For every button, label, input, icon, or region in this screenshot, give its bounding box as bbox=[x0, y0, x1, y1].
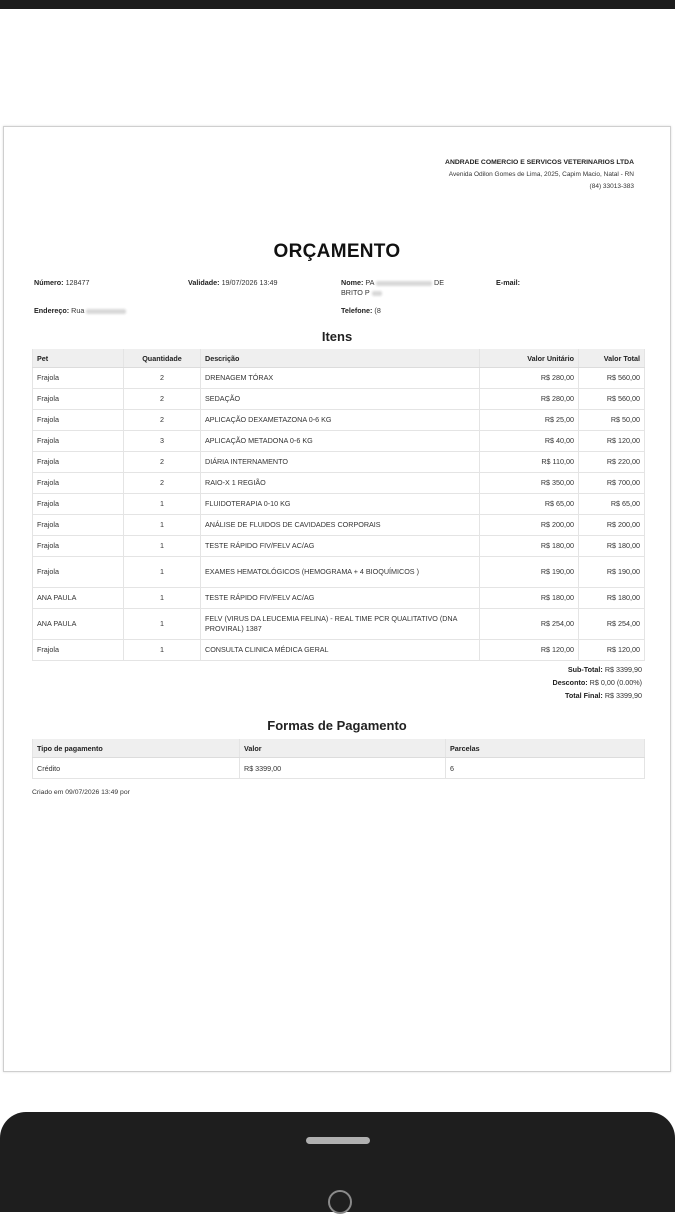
payment-row bbox=[33, 758, 645, 779]
cell-unit: R$ 190,00 bbox=[480, 557, 579, 588]
cell-unit: R$ 120,00 bbox=[480, 640, 579, 661]
col-descricao: Descrição bbox=[201, 349, 480, 368]
cell-total: R$ 560,00 bbox=[579, 389, 645, 410]
home-indicator-icon bbox=[328, 1190, 352, 1214]
redacted-address bbox=[86, 309, 126, 314]
cell-pet: Frajola bbox=[33, 368, 124, 389]
cell-qty: 1 bbox=[124, 557, 201, 588]
table-row bbox=[33, 389, 645, 410]
col-valor-total: Valor Total bbox=[579, 349, 645, 368]
validade-value: 19/07/2026 13:49 bbox=[221, 278, 278, 287]
cell-desc: DRENAGEM TÓRAX bbox=[201, 368, 480, 389]
cell-qty: 1 bbox=[124, 640, 201, 661]
cell-qty: 2 bbox=[124, 389, 201, 410]
cell-pet: Frajola bbox=[33, 536, 124, 557]
cell-qty: 3 bbox=[124, 431, 201, 452]
redacted-name bbox=[376, 281, 432, 286]
table-row bbox=[33, 536, 645, 557]
items-table bbox=[32, 349, 645, 661]
table-row bbox=[33, 557, 645, 588]
document-title: ORÇAMENTO bbox=[273, 241, 401, 262]
cell-desc: APLICAÇÃO DEXAMETAZONA 0-6 KG bbox=[201, 410, 480, 431]
cell-total: R$ 120,00 bbox=[579, 640, 645, 661]
col-quantidade: Quantidade bbox=[124, 349, 201, 368]
subtotal-line bbox=[553, 663, 643, 676]
company-phone: (84) 33013-383 bbox=[589, 183, 634, 190]
cell-desc: RAIO-X 1 REGIÃO bbox=[201, 473, 480, 494]
drag-handle[interactable] bbox=[306, 1137, 370, 1144]
telefone-label: Telefone: bbox=[341, 306, 373, 315]
cell-unit: R$ 280,00 bbox=[480, 368, 579, 389]
desconto-label: Desconto: bbox=[552, 678, 588, 687]
table-row bbox=[33, 431, 645, 452]
desconto-line bbox=[553, 676, 643, 689]
cell-desc: CONSULTA CLINICA MÉDICA GERAL bbox=[201, 640, 480, 661]
meta-numero bbox=[34, 278, 90, 288]
cell-pet: Frajola bbox=[33, 452, 124, 473]
nome-value-suffix: DE bbox=[434, 278, 445, 287]
cell-total: R$ 220,00 bbox=[579, 452, 645, 473]
col-tipo-pagamento: Tipo de pagamento bbox=[33, 739, 240, 758]
payment-tipo: Crédito bbox=[33, 758, 240, 779]
table-row bbox=[33, 410, 645, 431]
cell-qty: 1 bbox=[124, 494, 201, 515]
payment-valor: R$ 3399,00 bbox=[240, 758, 446, 779]
table-row bbox=[33, 368, 645, 389]
total-final-value: R$ 3399,90 bbox=[604, 691, 642, 700]
col-valor-unitario: Valor Unitário bbox=[480, 349, 579, 368]
payment-parcelas: 6 bbox=[446, 758, 645, 779]
nome-label: Nome: bbox=[341, 278, 364, 287]
cell-unit: R$ 350,00 bbox=[480, 473, 579, 494]
cell-total: R$ 180,00 bbox=[579, 588, 645, 609]
cell-desc: SEDAÇÃO bbox=[201, 389, 480, 410]
cell-unit: R$ 280,00 bbox=[480, 389, 579, 410]
cell-qty: 1 bbox=[124, 609, 201, 640]
cell-pet: Frajola bbox=[33, 431, 124, 452]
cell-pet: ANA PAULA bbox=[33, 588, 124, 609]
cell-qty: 2 bbox=[124, 368, 201, 389]
col-parcelas: Parcelas bbox=[446, 739, 645, 758]
table-row bbox=[33, 452, 645, 473]
cell-total: R$ 190,00 bbox=[579, 557, 645, 588]
email-label: E-mail: bbox=[496, 278, 520, 287]
cell-desc: EXAMES HEMATOLÓGICOS (HEMOGRAMA + 4 BIOQUÍMICOS ) bbox=[201, 557, 480, 588]
document-page bbox=[3, 126, 671, 1072]
cell-pet: ANA PAULA bbox=[33, 609, 124, 640]
cell-unit: R$ 254,00 bbox=[480, 609, 579, 640]
table-row bbox=[33, 515, 645, 536]
payment-header-row bbox=[33, 739, 645, 758]
company-header bbox=[445, 157, 634, 193]
cell-pet: Frajola bbox=[33, 410, 124, 431]
cell-unit: R$ 110,00 bbox=[480, 452, 579, 473]
cell-pet: Frajola bbox=[33, 494, 124, 515]
subtotal-value: R$ 3399,90 bbox=[604, 665, 642, 674]
cell-desc: TESTE RÁPIDO FIV/FELV AC/AG bbox=[201, 588, 480, 609]
table-row bbox=[33, 640, 645, 661]
payment-section-title: Formas de Pagamento bbox=[267, 718, 407, 733]
cell-qty: 1 bbox=[124, 536, 201, 557]
cell-unit: R$ 200,00 bbox=[480, 515, 579, 536]
telefone-value: (8 bbox=[374, 306, 381, 315]
totals-block bbox=[553, 663, 643, 702]
cell-desc: FELV (VIRUS DA LEUCEMIA FELINA) - REAL TIME PCR QUALITATIVO (DNA PROVIRAL) 1387 bbox=[201, 609, 480, 640]
items-header-row bbox=[33, 349, 645, 368]
status-bar bbox=[0, 0, 675, 9]
cell-qty: 1 bbox=[124, 515, 201, 536]
items-body bbox=[33, 368, 645, 661]
redacted-name-2 bbox=[372, 291, 382, 296]
company-address: Avenida Odilon Gomes de Lima, 2025, Capim Macio, Natal - RN bbox=[448, 171, 634, 178]
meta-validade bbox=[188, 278, 278, 288]
cell-total: R$ 180,00 bbox=[579, 536, 645, 557]
meta-nome bbox=[341, 278, 481, 298]
cell-desc: FLUIDOTERAPIA 0-10 KG bbox=[201, 494, 480, 515]
cell-unit: R$ 180,00 bbox=[480, 536, 579, 557]
cell-total: R$ 200,00 bbox=[579, 515, 645, 536]
cell-desc: TESTE RÁPIDO FIV/FELV AC/AG bbox=[201, 536, 480, 557]
table-row bbox=[33, 588, 645, 609]
cell-desc: DIÁRIA INTERNAMENTO bbox=[201, 452, 480, 473]
nome-value: PA bbox=[365, 278, 375, 287]
cell-pet: Frajola bbox=[33, 473, 124, 494]
endereco-label: Endereço: bbox=[34, 306, 70, 315]
cell-total: R$ 560,00 bbox=[579, 368, 645, 389]
desconto-value: R$ 0,00 (0.00%) bbox=[589, 678, 642, 687]
numero-value: 128477 bbox=[65, 278, 90, 287]
cell-total: R$ 700,00 bbox=[579, 473, 645, 494]
col-valor: Valor bbox=[240, 739, 446, 758]
table-row bbox=[33, 494, 645, 515]
validade-label: Validade: bbox=[188, 278, 220, 287]
cell-desc: APLICAÇÃO METADONA 0-6 KG bbox=[201, 431, 480, 452]
cell-unit: R$ 25,00 bbox=[480, 410, 579, 431]
total-final-line bbox=[553, 689, 643, 702]
table-row bbox=[33, 473, 645, 494]
company-name: ANDRADE COMERCIO E SERVICOS VETERINARIOS LTDA bbox=[445, 159, 634, 166]
cell-total: R$ 120,00 bbox=[579, 431, 645, 452]
created-note: Criado em 09/07/2026 13:49 por bbox=[32, 789, 130, 796]
cell-total: R$ 50,00 bbox=[579, 410, 645, 431]
cell-unit: R$ 180,00 bbox=[480, 588, 579, 609]
items-section-title: Itens bbox=[321, 329, 353, 344]
cell-qty: 2 bbox=[124, 473, 201, 494]
cell-desc: ANÁLISE DE FLUIDOS DE CAVIDADES CORPORAIS bbox=[201, 515, 480, 536]
cell-qty: 1 bbox=[124, 588, 201, 609]
nome-value-line2: BRITO P bbox=[341, 288, 370, 297]
endereco-value: Rua bbox=[71, 306, 85, 315]
subtotal-label: Sub-Total: bbox=[567, 665, 603, 674]
meta-email bbox=[496, 278, 520, 288]
cell-unit: R$ 65,00 bbox=[480, 494, 579, 515]
cell-qty: 2 bbox=[124, 410, 201, 431]
cell-unit: R$ 40,00 bbox=[480, 431, 579, 452]
numero-label: Número: bbox=[34, 278, 64, 287]
cell-total: R$ 254,00 bbox=[579, 609, 645, 640]
total-final-label: Total Final: bbox=[565, 691, 603, 700]
cell-qty: 2 bbox=[124, 452, 201, 473]
cell-pet: Frajola bbox=[33, 515, 124, 536]
meta-endereco bbox=[34, 306, 126, 316]
table-row bbox=[33, 609, 645, 640]
meta-telefone bbox=[341, 306, 381, 316]
cell-total: R$ 65,00 bbox=[579, 494, 645, 515]
cell-pet: Frajola bbox=[33, 389, 124, 410]
payment-table bbox=[32, 739, 645, 779]
col-pet: Pet bbox=[33, 349, 124, 368]
cell-pet: Frajola bbox=[33, 640, 124, 661]
cell-pet: Frajola bbox=[33, 557, 124, 588]
